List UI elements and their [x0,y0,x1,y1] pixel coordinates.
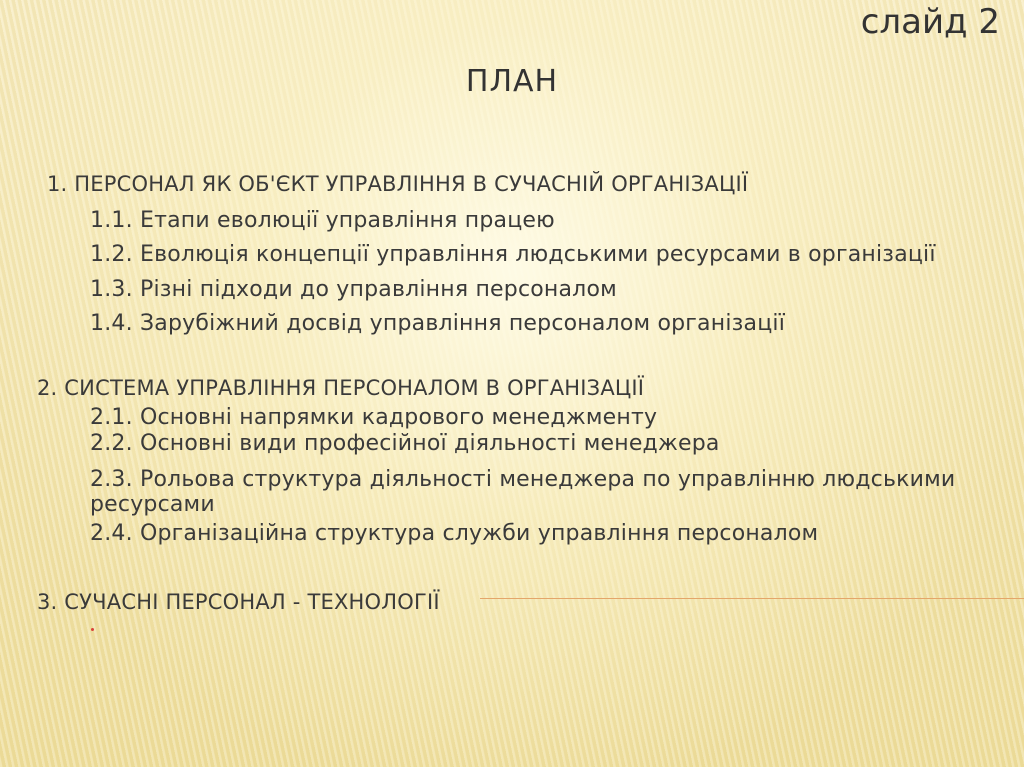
section-2-item-2: 2.2. Основні види професійної діяльності менеджера [90,431,720,456]
section-3-heading: 3. СУЧАСНІ ПЕРСОНАЛ - ТЕХНОЛОГІЇ [37,590,440,614]
section-1-item-3: 1.3. Різні підходи до управління персоналом [90,277,617,302]
section-1-heading: 1. ПЕРСОНАЛ ЯК ОБ'ЄКТ УПРАВЛІННЯ В СУЧАСНІЙ ОРГАНІЗАЦІЇ [47,172,749,196]
section-2-item-3-cont: ресурсами [90,492,215,517]
section-2-item-4: 2.4. Організаційна структура служби управління персоналом [90,521,819,546]
section-1-item-4: 1.4. Зарубіжний досвід управління персоналом організації [90,311,786,336]
decorative-dot [91,628,94,631]
section-2-heading: 2. СИСТЕМА УПРАВЛІННЯ ПЕРСОНАЛОМ В ОРГАНІЗАЦІЇ [37,376,645,400]
section-1-item-1: 1.1. Етапи еволюції управління працею [90,208,555,233]
section-2-item-1: 2.1. Основні напрямки кадрового менеджменту [90,405,658,430]
slide-number: слайд 2 [860,2,1000,42]
decorative-line [480,598,1024,599]
section-2-item-3: 2.3. Рольова структура діяльності менеджера по управлінню людськими [90,467,956,492]
slide-title: ПЛАН [465,64,559,99]
section-1-item-2: 1.2. Еволюція концепції управління людськими ресурсами в організації [90,242,936,267]
